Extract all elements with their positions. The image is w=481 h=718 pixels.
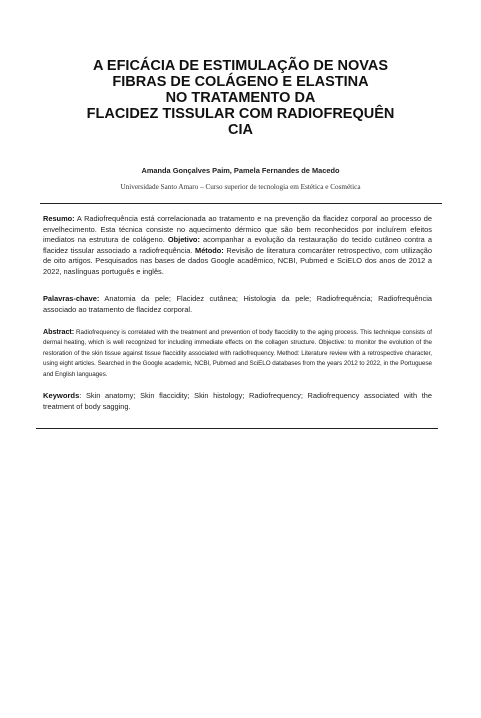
- top-divider: [40, 203, 442, 204]
- abstract-text: Radiofrequency is correlated with the treatment and prevention of body flaccidity to the aging process. This technique consists of dermal heating, which is well recognized for including immediate effects on the collagen structure. Objective: to monitor the evolution of the restoration of the skin tissue against tissue flaccidity associated with radiofrequency. Method: Literature review with a retrospective character, using eight articles. Searched in the Google academic, NCBI, Pubmed and SciELO databases from the years 2012 to 2022, in the Portuguese and English languages.: [43, 329, 432, 378]
- keywords-text: : Skin anatomy; Skin flaccidity; Skin histology; Radiofrequency; Radiofrequency associated with the treatment of body sagging.: [43, 391, 432, 411]
- title-line: NO TRATAMENTO DA: [165, 90, 316, 106]
- bottom-divider: [36, 428, 438, 429]
- abstract-label: Abstract:: [43, 327, 75, 336]
- abstract-paragraph: [43, 327, 432, 380]
- affiliation: Universidade Santo Amaro – Curso superior de tecnologia em Estética e Cosmética: [120, 183, 361, 191]
- authors: Amanda Gonçalves Paim, Pamela Fernandes de Macedo: [141, 166, 340, 175]
- objetivo-label: Objetivo:: [167, 235, 200, 245]
- resumo-label: Resumo:: [43, 214, 75, 223]
- keywords-label: Keywords: [43, 391, 80, 400]
- resumo-paragraph: [43, 214, 432, 278]
- title-line: CIA: [228, 122, 253, 138]
- resumo-text: A Radiofrequência está correlacionada ao tratamento e na prevenção da flacidez corporal ao processo de envelhecimento. Esta técnica consiste no aquecimento dérmico que são bem reconhecidos por incluírem efeitos imediatos na estrutura de colágeno.: [43, 214, 432, 245]
- objetivo-text: acompanhar a evolução da restauração do tecido cutâneo contra a flacidez tissular associado a radiofrequência.: [43, 235, 432, 255]
- palavras-chave-paragraph: [43, 294, 432, 315]
- metodo-label: Método:: [195, 245, 224, 255]
- metodo-text: Revisão de literatura comcaráter retrospectivo, com utilização de oito artigos. Pesquisados nas bases de dados Google acadêmico, NCBI, Pubmed e SciELO dos anos de 2012 a 2022, naslínguas português e inglês.: [43, 245, 432, 276]
- palavras-chave-text: Anatomia da pele; Flacidez cutânea; Histologia da pele; Radiofrequência; Radiofrequência associado ao tratamento de flacidez corporal.: [43, 294, 432, 314]
- title-line: FLACIDEZ TISSULAR COM RADIOFREQUÊN: [86, 106, 395, 122]
- paper-title: [50, 58, 431, 138]
- palavras-chave-label: Palavras-chave:: [43, 294, 100, 303]
- title-line: FIBRAS DE COLÁGENO E ELASTINA: [112, 74, 369, 90]
- keywords-paragraph: [43, 391, 432, 412]
- title-line: A EFICÁCIA DE ESTIMULAÇÃO DE NOVAS: [92, 58, 389, 74]
